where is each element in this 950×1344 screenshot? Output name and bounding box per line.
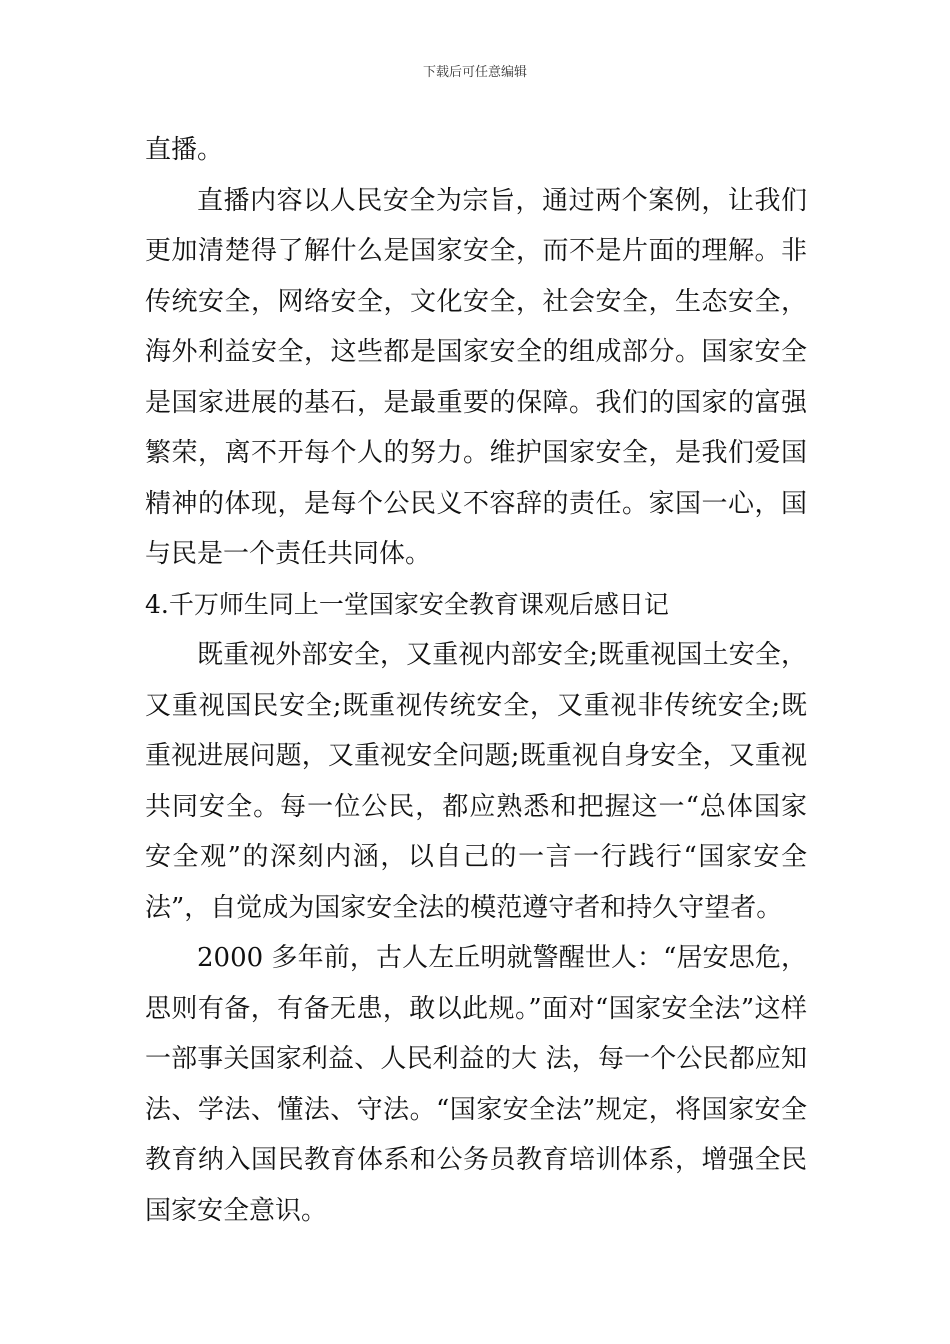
paragraph-live-broadcast: 直播内容以人民安全为宗旨，通过两个案例，让我们更加清楚得了解什么是国家安全，而不是片面的理解。非传统安全，网络安全，文化安全，社会安全，生态安全，海外利益安全，这些都是国家安全的组成部分。国家安全是国家进展的基石，是最重要的保障。我们的国家的富强繁荣，离不开每个人的努力。维护国家安全，是我们爱国精神的体现，是每个公民义不容辞的责任。家国一心，国与民是一个责任共同体。 (145, 185, 807, 569)
paragraph-security-concept: 既重视外部安全，又重视内部安全;既重视国土安全，又重视国民安全;既重视传统安全，又重视非传统安全;既重视进展问题，又重视安全问题;既重视自身安全，又重视共同安全。每一位公民，都应熟悉和把握这一“总体国家安全观”的深刻内涵，以自己的一言一行践行“国家安全法”，自觉成为国家安全法的模范遵守者和持久守望者。 (145, 640, 807, 923)
page-header: 下载后可任意编辑 (422, 65, 527, 80)
paragraph-security-law: 2000 多年前，古人左丘明就警醒世人：“居安思危，思则有备，有备无患，敢以此规。”面对“国家安全法”这样一部事关国家利益、人民利益的大 法，每一个公民都应知法、学法、懂法、守法。“国家安全法”规定，将国家安全教育纳入国民教育体系和公务员教育培训体系，增强全民国家安全意识。 (145, 943, 807, 1226)
paragraph-continuation: 直播。 (145, 135, 224, 165)
document-body (145, 125, 807, 1236)
section-heading: 4.千万师生同上一堂国家安全教育课观后感日记 (145, 589, 669, 619)
